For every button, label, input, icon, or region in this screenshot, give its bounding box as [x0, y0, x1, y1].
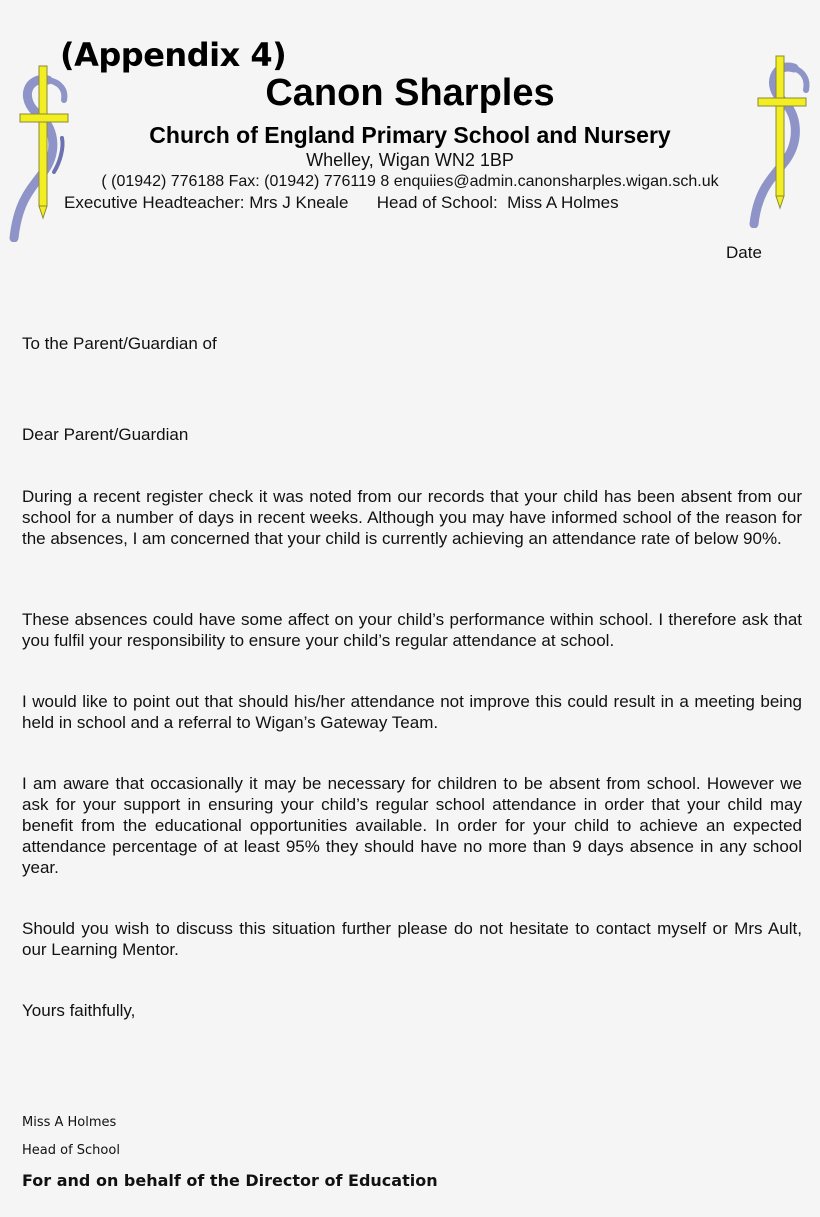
school-name	[0, 72, 820, 115]
signatory-name: Miss A Holmes	[22, 1115, 117, 1130]
school-name-text: Canon Sharples	[265, 72, 555, 114]
letter-paragraph: Should you wish to discuss this situation further please do not hesitate to contact myself or Mrs Ault, our Learning Mentor.	[22, 919, 802, 959]
recipient-line: To the Parent/Guardian of	[22, 334, 217, 353]
signatory-behalf: For and on behalf of the Director of Education	[22, 1171, 438, 1190]
staff-line: Executive Headteacher: Mrs J Kneale Head of School: Miss A Holmes	[64, 193, 619, 212]
school-address: Whelley, Wigan WN2 1BP	[306, 150, 514, 170]
greeting: Dear Parent/Guardian	[22, 425, 189, 444]
letter-paragraph: These absences could have some affect on your child’s performance within school. I therefore ask that you fulfil your responsibility to ensure your child’s regular attendance at school.	[22, 610, 802, 650]
signatory-title: Head of School	[22, 1143, 120, 1158]
date-label: Date	[726, 243, 762, 262]
letter-paragraph: During a recent register check it was noted from our records that your child has been absent from our school for a number of days in recent weeks. Although you may have informed school of the reason for the absences, I am concerned that your child is currently achieving an attendance rate of below 90%.	[22, 487, 802, 548]
letter-paragraph: I am aware that occasionally it may be necessary for children to be absent from school. However we ask for your support in ensuring your child’s regular school attendance in order that your child may benefit from the educational opportunities available. In order for your child to achieve an expected attendance percentage of at least 95% they should have no more than 9 days absence in any school year.	[22, 774, 802, 877]
closing: Yours faithfully,	[22, 1001, 136, 1020]
school-contact-line: ( (01942) 776188 Fax: (01942) 776119 8 enquiies@admin.canonsharples.wigan.sch.uk	[101, 173, 719, 190]
school-subtitle: Church of England Primary School and Nursery	[149, 122, 671, 148]
letter-paragraph: I would like to point out that should his/her attendance not improve this could result in a meeting being held in school and a referral to Wigan’s Gateway Team.	[22, 692, 802, 732]
appendix-label: (Appendix 4)	[60, 36, 287, 74]
